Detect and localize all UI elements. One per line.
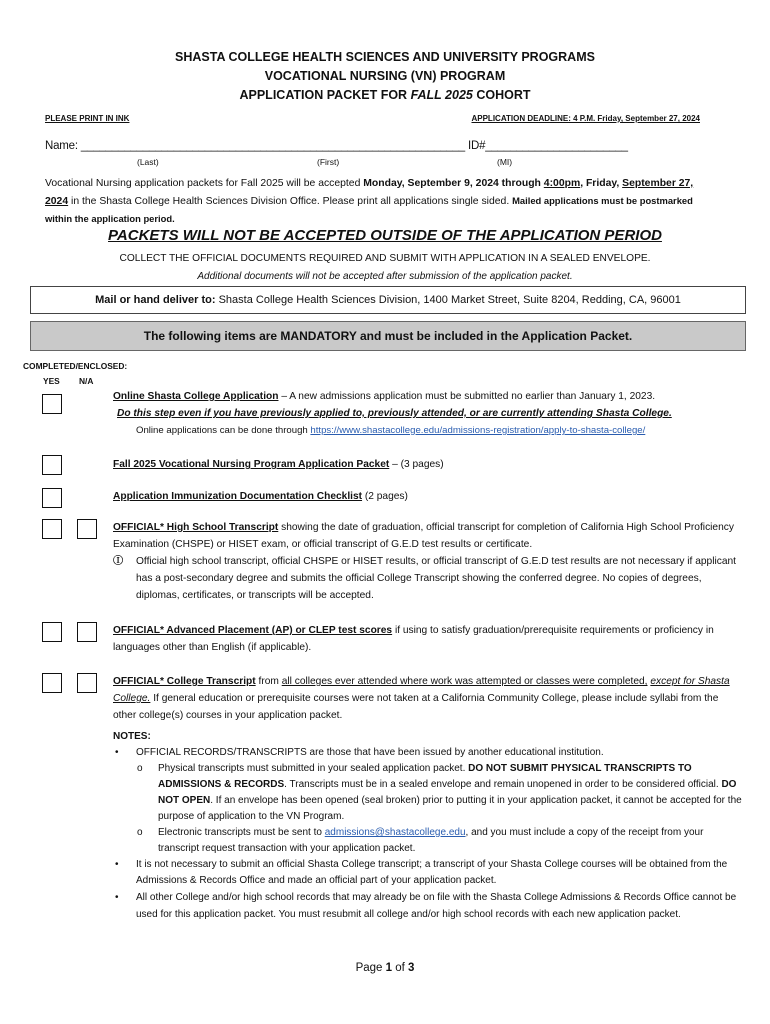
mail-label: Mail or hand deliver to:	[95, 294, 216, 306]
notes-section	[113, 729, 743, 923]
header-line-1: SHASTA COLLEGE HEALTH SCIENCES AND UNIVERSITY PROGRAMS	[175, 50, 595, 64]
note-physical-text-3: . If an envelope has been opened (seal broken) prior to putting it in your application packet, it cannot be accepted for the purpose of application to the VN Program.	[158, 795, 742, 822]
notes-label: NOTES:	[113, 731, 151, 742]
print-in-ink-label: PLEASE PRINT IN INK	[45, 114, 130, 123]
name-mi-caption: (MI)	[497, 157, 513, 167]
sub-bullet-icon: o	[137, 827, 143, 838]
name-last-caption: (Last)	[137, 157, 159, 167]
note-electronic-transcripts	[113, 825, 743, 857]
intro-paragraph	[45, 175, 705, 228]
high-school-transcript-text: showing the date of graduation, official transcript for completion of California High School Proficiency Examination (CHSPE) or HISET exam, or official transcript of G.E.D test results or certificate.	[113, 522, 734, 550]
ap-clep-scores-title: OFFICIAL* Advanced Placement (AP) or CLEP test scores	[113, 625, 393, 636]
mandatory-items-banner: The following items are MANDATORY and must be included in the Application Packet.	[30, 321, 746, 351]
application-period-warning: PACKETS WILL NOT BE ACCEPTED OUTSIDE OF THE APPLICATION PERIOD	[108, 227, 662, 244]
application-packet-yes-checkbox[interactable]	[42, 455, 62, 475]
note-official-records-text: OFFICIAL RECORDS/TRANSCRIPTS are those that have been issued by another educational institution.	[136, 747, 604, 758]
college-transcript-text: If general education or prerequisite courses were not taken at a California Community College, please include syllabi from the other college(s) courses in your application packet.	[113, 693, 719, 721]
online-application-text: – A new admissions application must be submitted no earlier than January 1, 2023.	[278, 391, 656, 402]
note-shasta-transcript	[113, 857, 743, 889]
page-label: Page	[355, 962, 386, 974]
application-packet-pages: – (3 pages)	[389, 459, 444, 470]
header-line-2: VOCATIONAL NURSING (VN) PROGRAM	[264, 69, 506, 83]
note-do-not-open: DO NOT OPEN	[158, 779, 737, 806]
college-transcript-from: from	[255, 676, 282, 687]
mail-address: Shasta College Health Sciences Division, 1400 Market Street, Suite 8204, Redding, CA, 96001	[215, 294, 681, 306]
completed-enclosed-label: COMPLETED/ENCLOSED:	[23, 361, 128, 371]
high-school-transcript-yes-checkbox[interactable]	[42, 519, 62, 539]
online-application-link[interactable]: https://www.shastacollege.edu/admissions-registration/apply-to-shasta-college/	[310, 425, 646, 436]
additional-documents-note: Additional documents will not be accepted after submission of the application packet.	[197, 271, 573, 282]
note-shasta-transcript-text: It is not necessary to submit an official Shasta College transcript; a transcript of your Shasta College courses will be obtained from the Admissions & Records Office and made an official part of your application packet.	[136, 859, 728, 886]
immunization-checklist-title: Application Immunization Documentation Checklist	[113, 491, 363, 502]
page-of: of	[392, 962, 409, 974]
college-transcript-yes-checkbox[interactable]	[42, 673, 62, 693]
ap-clep-scores-yes-checkbox[interactable]	[42, 622, 62, 642]
immunization-checklist-yes-checkbox[interactable]	[42, 488, 62, 508]
ap-clep-scores-na-checkbox[interactable]	[77, 622, 97, 642]
name-first-caption: (First)	[317, 157, 340, 167]
page-number	[0, 962, 770, 974]
header-line-3	[0, 86, 770, 105]
high-school-transcript-note: Official high school transcript, official CHSPE or HISET results, or official transcript of G.E.D test results are not necessary if applicant has a post-secondary degree and submits the official College Transcript showing the conferred degree. No copies of degrees, diplomas, certificates, or transcripts will be accepted.	[136, 556, 736, 601]
online-application-yes-checkbox[interactable]	[42, 394, 62, 414]
college-transcript-all-colleges: all colleges ever attended where work was attempted or classes were completed,	[281, 676, 648, 687]
note-official-records	[113, 745, 743, 761]
high-school-transcript-na-checkbox[interactable]	[77, 519, 97, 539]
note-physical-text-2: . Transcripts must be in a sealed envelope and remain unopened in order to be considered official.	[284, 779, 722, 790]
intro-text-1: Vocational Nursing application packets for Fall 2025 will be accepted	[45, 178, 364, 189]
header-line-3-post: COHORT	[472, 88, 531, 102]
immunization-checklist-pages: (2 pages)	[362, 491, 408, 502]
yes-column-label: YES	[43, 376, 60, 386]
application-packet-title: Fall 2025 Vocational Nursing Program Application Packet	[113, 459, 390, 470]
intro-text-2: in the Shasta College Health Sciences Division Office. Please print all applications single sided.	[68, 196, 513, 207]
item-immunization-checklist	[113, 488, 743, 505]
college-transcript-title: OFFICIAL* College Transcript	[113, 676, 256, 687]
bullet-icon: •	[115, 747, 119, 758]
item-online-application	[113, 388, 743, 439]
note-resubmit-records-text: All other College and/or high school records that may already be on file with the Shasta College Admissions & Records Office cannot be used for this application packet. You must resubmit all college and/or high school records with each new application packet.	[136, 892, 737, 920]
deadline-label: APPLICATION DEADLINE: 4 P.M. Friday, September 27, 2024	[471, 114, 700, 123]
item-application-packet	[113, 456, 743, 473]
bullet-icon: •	[115, 892, 119, 903]
intro-accept-time: 4:00pm	[543, 178, 581, 189]
item-high-school-transcript	[113, 519, 743, 604]
total-pages: 3	[408, 962, 415, 974]
online-application-title: Online Shasta College Application	[113, 391, 279, 402]
college-transcript-na-checkbox[interactable]	[77, 673, 97, 693]
note-electronic-text-1: Electronic transcripts must be sent to	[158, 827, 325, 838]
intro-accept-end-date: September 27, 2024	[45, 178, 694, 207]
intro-accept-day: , Friday,	[580, 178, 620, 189]
ap-clep-scores-text: if using to satisfy graduation/prerequisite requirements or proficiency in languages other than English (if applicable).	[113, 625, 714, 653]
na-column-label: N/A	[79, 376, 94, 386]
document-header	[0, 48, 770, 105]
online-application-link-label: Online applications can be done through	[136, 425, 311, 436]
intro-accept-start: Monday, September 9, 2024 through	[363, 178, 544, 189]
info-icon: Ⓘ	[113, 556, 124, 567]
college-transcript-exception: except for Shasta College.	[113, 676, 730, 704]
note-physical-text-1: Physical transcripts must submitted in your sealed application packet.	[158, 763, 469, 774]
online-application-note: Do this step even if you have previously applied to, previously attended, or are currently attending Shasta College.	[117, 408, 672, 419]
note-physical-warning: DO NOT SUBMIT PHYSICAL TRANSCRIPTS TO ADMISSIONS & RECORDS	[158, 763, 692, 790]
item-ap-clep-scores	[113, 622, 743, 656]
name-field-line[interactable]: Name: ______________________________________________________________ ID#_______________________	[45, 140, 628, 152]
admissions-email-link[interactable]: admissions@shastacollege.edu	[324, 827, 466, 838]
intro-mailed-note: Mailed applications must be postmarked within the application period.	[45, 195, 693, 224]
high-school-transcript-title: OFFICIAL* High School Transcript	[113, 522, 279, 533]
note-physical-transcripts	[113, 761, 743, 825]
header-line-3-pre: APPLICATION PACKET FOR	[239, 88, 411, 102]
item-college-transcript	[113, 673, 743, 724]
note-resubmit-records	[113, 889, 743, 923]
note-electronic-text-2: , and you must include a copy of the receipt from your transcript request transaction with your application packet.	[158, 827, 704, 854]
mail-delivery-box	[30, 286, 746, 314]
bullet-icon: •	[115, 859, 119, 870]
current-page: 1	[385, 962, 393, 974]
header-line-3-term: FALL 2025	[410, 88, 473, 102]
collect-documents-instruction: COLLECT THE OFFICIAL DOCUMENTS REQUIRED AND SUBMIT WITH APPLICATION IN A SEALED ENVELOPE.	[119, 253, 651, 264]
sub-bullet-icon: o	[137, 763, 143, 774]
